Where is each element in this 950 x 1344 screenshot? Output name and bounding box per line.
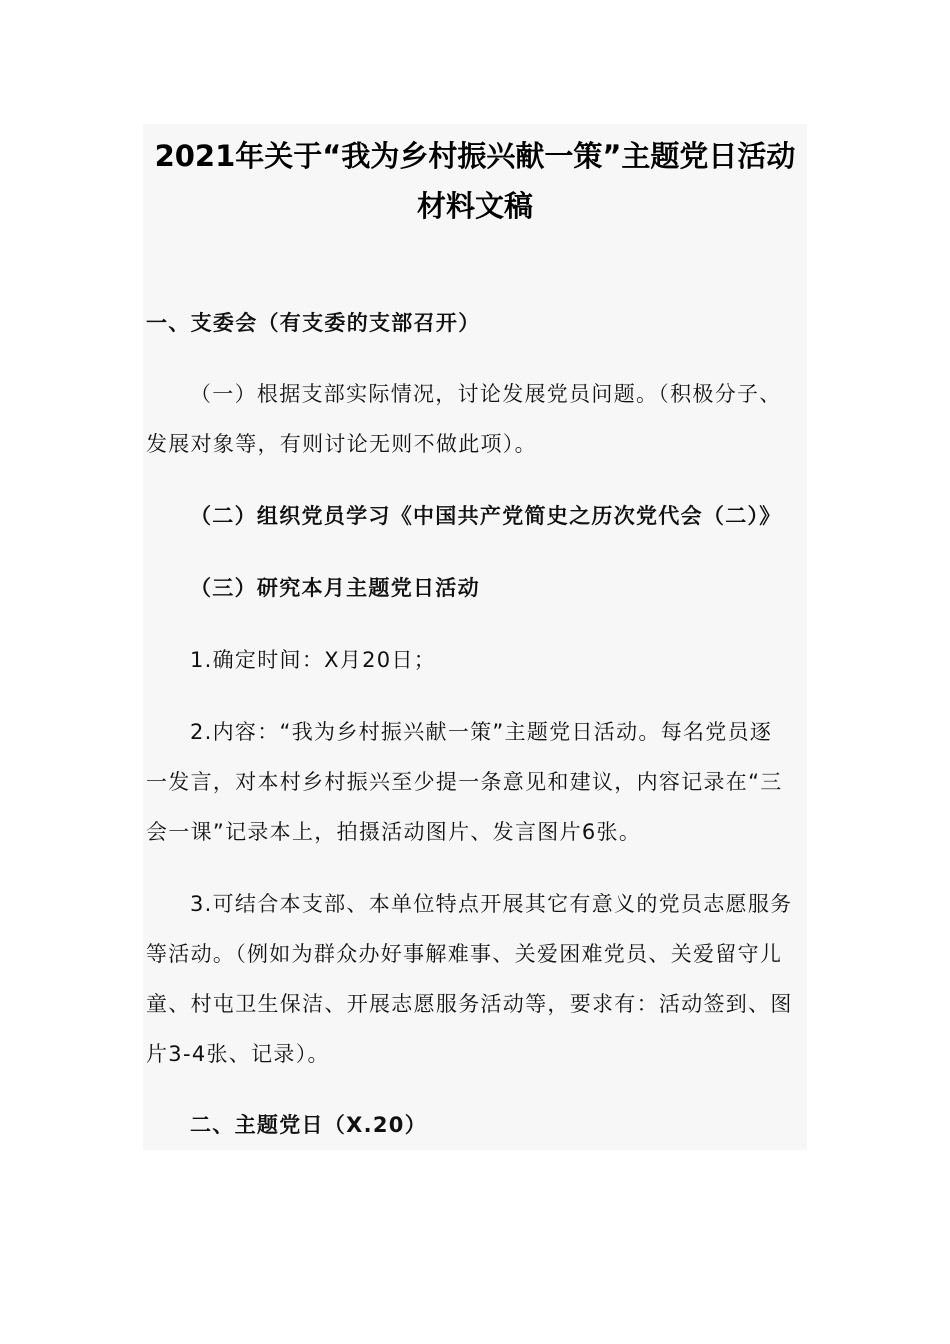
sub-item-3-line-1: 3.可结合本支部、本单位特点开展其它有意义的党员志愿服务 [190,892,793,916]
document-title-line-2: 材料文稿 [416,189,533,223]
item-1-line-1: （一）根据支部实际情况，讨论发展党员问题。（积极分子、 [190,382,782,406]
document-title-line-1: 2021年关于“我为乡村振兴献一策”主题党日活动 [154,139,796,173]
item-3-heading: （三）研究本月主题党日活动 [190,576,480,600]
item-2-heading: （二）组织党员学习《中国共产党简史之历次党代会（二）》 [190,504,782,528]
sub-item-3-line-3: 童、村屯卫生保洁、开展志愿服务活动等，要求有：活动签到、图 [146,992,793,1016]
sub-item-2-line-3: 会一课”记录本上，拍摄活动图片、发言图片6张。 [146,820,642,844]
sub-item-2-line-2: 一发言，对本村乡村振兴至少提一条意见和建议，内容记录在“三 [146,770,783,794]
sub-item-2-paragraph [146,707,796,857]
sub-item-3-paragraph [146,879,796,1079]
sub-item-1: 1.确定时间：X月20日； [190,648,437,672]
item-1-paragraph [146,369,796,469]
item-1-line-2: 发展对象等，有则讨论无则不做此项）。 [146,432,537,456]
section-2-heading: 二、主题党日（X.20） [190,1113,427,1137]
sub-item-3-line-4: 片3-4张、记录）。 [146,1042,330,1066]
sub-item-3-line-2: 等活动。（例如为群众办好事解难事、关爱困难党员、关爱留守儿 [146,942,783,966]
section-1-heading: 一、支委会（有支委的支部召开） [146,311,481,335]
sub-item-2-line-1: 2.内容：“我为乡村振兴献一策”主题党日活动。每名党员逐 [190,720,773,744]
